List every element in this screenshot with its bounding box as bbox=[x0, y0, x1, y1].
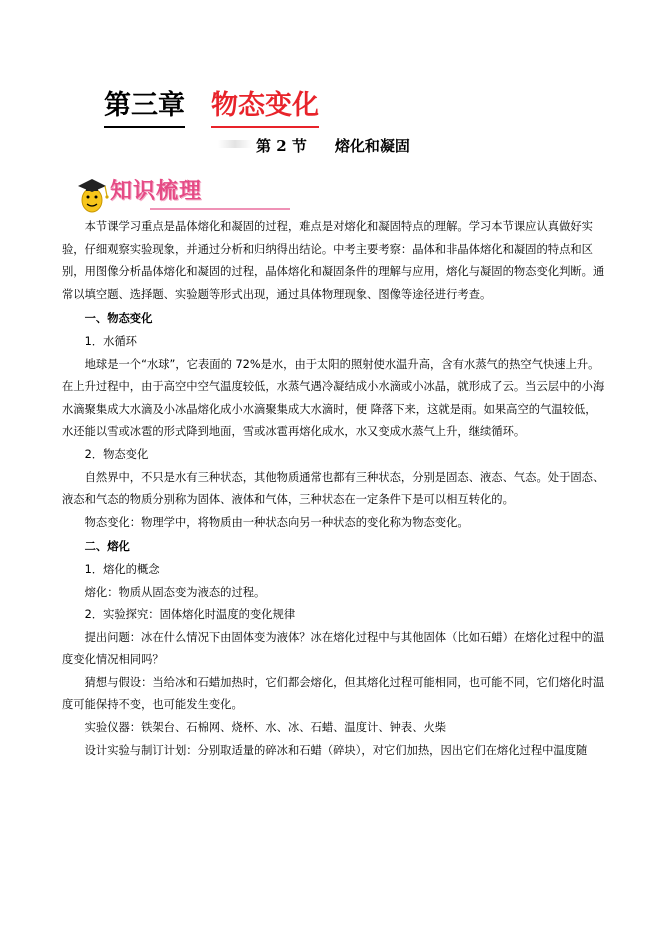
hypothesis-paragraph: 猜想与假设：当给冰和石蜡加热时，它们都会熔化，但其熔化过程可能相同，也可能不同，它们熔化时温度可能保持不变，也可能发生变化。 bbox=[62, 675, 605, 712]
section2-item1-title: 1．熔化的概念 bbox=[84, 562, 160, 576]
banner-title: 知识梳理 bbox=[110, 179, 203, 204]
equipment-paragraph: 实验仪器：铁架台、石棉网、烧杯、水、冰、石蜡、温度计、钟表、火柴 bbox=[84, 721, 447, 735]
chapter-heading bbox=[104, 86, 319, 126]
section2-item2-title: 2．实验探究：固体熔化时温度的变化规律 bbox=[84, 608, 296, 622]
section1-item1-title: 1．水循环 bbox=[84, 334, 137, 348]
decorative-fade bbox=[218, 140, 252, 148]
knowledge-banner bbox=[72, 172, 222, 216]
section1-item1-text: 地球是一个“水球”，它表面的 72%是水，由于太阳的照射使水温升高，含有水蒸气的热空气快速上升。在上升过程中，由于高空中空气温度较低，水蒸气遇冷凝结成小水滴或小冰晶，就形成了云。当云层中的小海水滴聚集成大水滴及小冰晶熔化成小水滴聚集成大水滴时，便 降落下来，这就是雨。如果高空的气温较低，水还能以雪或冰雹的形式降到地面，雪或冰雹再熔化成水，水又变成水蒸气上升，继续循环。 bbox=[62, 357, 605, 439]
intro-paragraph: 本节课学习重点是晶体熔化和凝固的过程，难点是对熔化和凝固特点的理解。学习本节课应认真做好实验，仔细观察实验现象，并通过分析和归纳得出结论。中考主要考察：晶体和非晶体熔化和凝固的特点和区别，用图像分析晶体熔化和凝固的过程，晶体熔化和凝固条件的理解与应用，熔化与凝固的物态变化判断。通常以填空题、选择题、实验题等形式出现，通过具体物理现象、图像等途径进行考查。 bbox=[62, 220, 605, 301]
section1-item2-title: 2．物态变化 bbox=[84, 447, 149, 461]
chapter-number: 第三章 bbox=[104, 86, 185, 128]
plan-paragraph: 设计实验与制订计划：分别取适量的碎冰和石蜡（碎块），对它们加热，因出它们在熔化过程中温度随 bbox=[84, 743, 588, 757]
section2-item1-text: 熔化：物质从固态变为液态的过程。 bbox=[84, 585, 266, 599]
content-body bbox=[62, 216, 605, 762]
graduate-mascot-icon bbox=[72, 172, 112, 216]
section2-title: 二、熔化 bbox=[84, 540, 130, 554]
section1-item2-text: 自然界中，不只是水有三种状态，其他物质通常也都有三种状态，分别是固态、液态、气态。处于固态、液态和气态的物质分别称为固体、液体和气体，三种状态在一定条件下是可以相互转化的。 bbox=[62, 470, 605, 507]
section1-item2-definition: 物态变化：物理学中，将物质由一种状态向另一种状态的变化称为物态变化。 bbox=[84, 515, 469, 529]
chapter-title: 物态变化 bbox=[211, 86, 319, 128]
section-title: 熔化和凝固 bbox=[334, 137, 410, 155]
section-number: 第 2 节 bbox=[256, 137, 307, 155]
section1-title: 一、物态变化 bbox=[84, 312, 153, 326]
banner-underline bbox=[150, 208, 290, 210]
section-heading bbox=[256, 136, 410, 156]
question-paragraph: 提出问题：冰在什么情况下由固体变为液体？冰在熔化过程中与其他固体（比如石蜡）在熔化过程中的温度变化情况相同吗？ bbox=[62, 630, 605, 667]
